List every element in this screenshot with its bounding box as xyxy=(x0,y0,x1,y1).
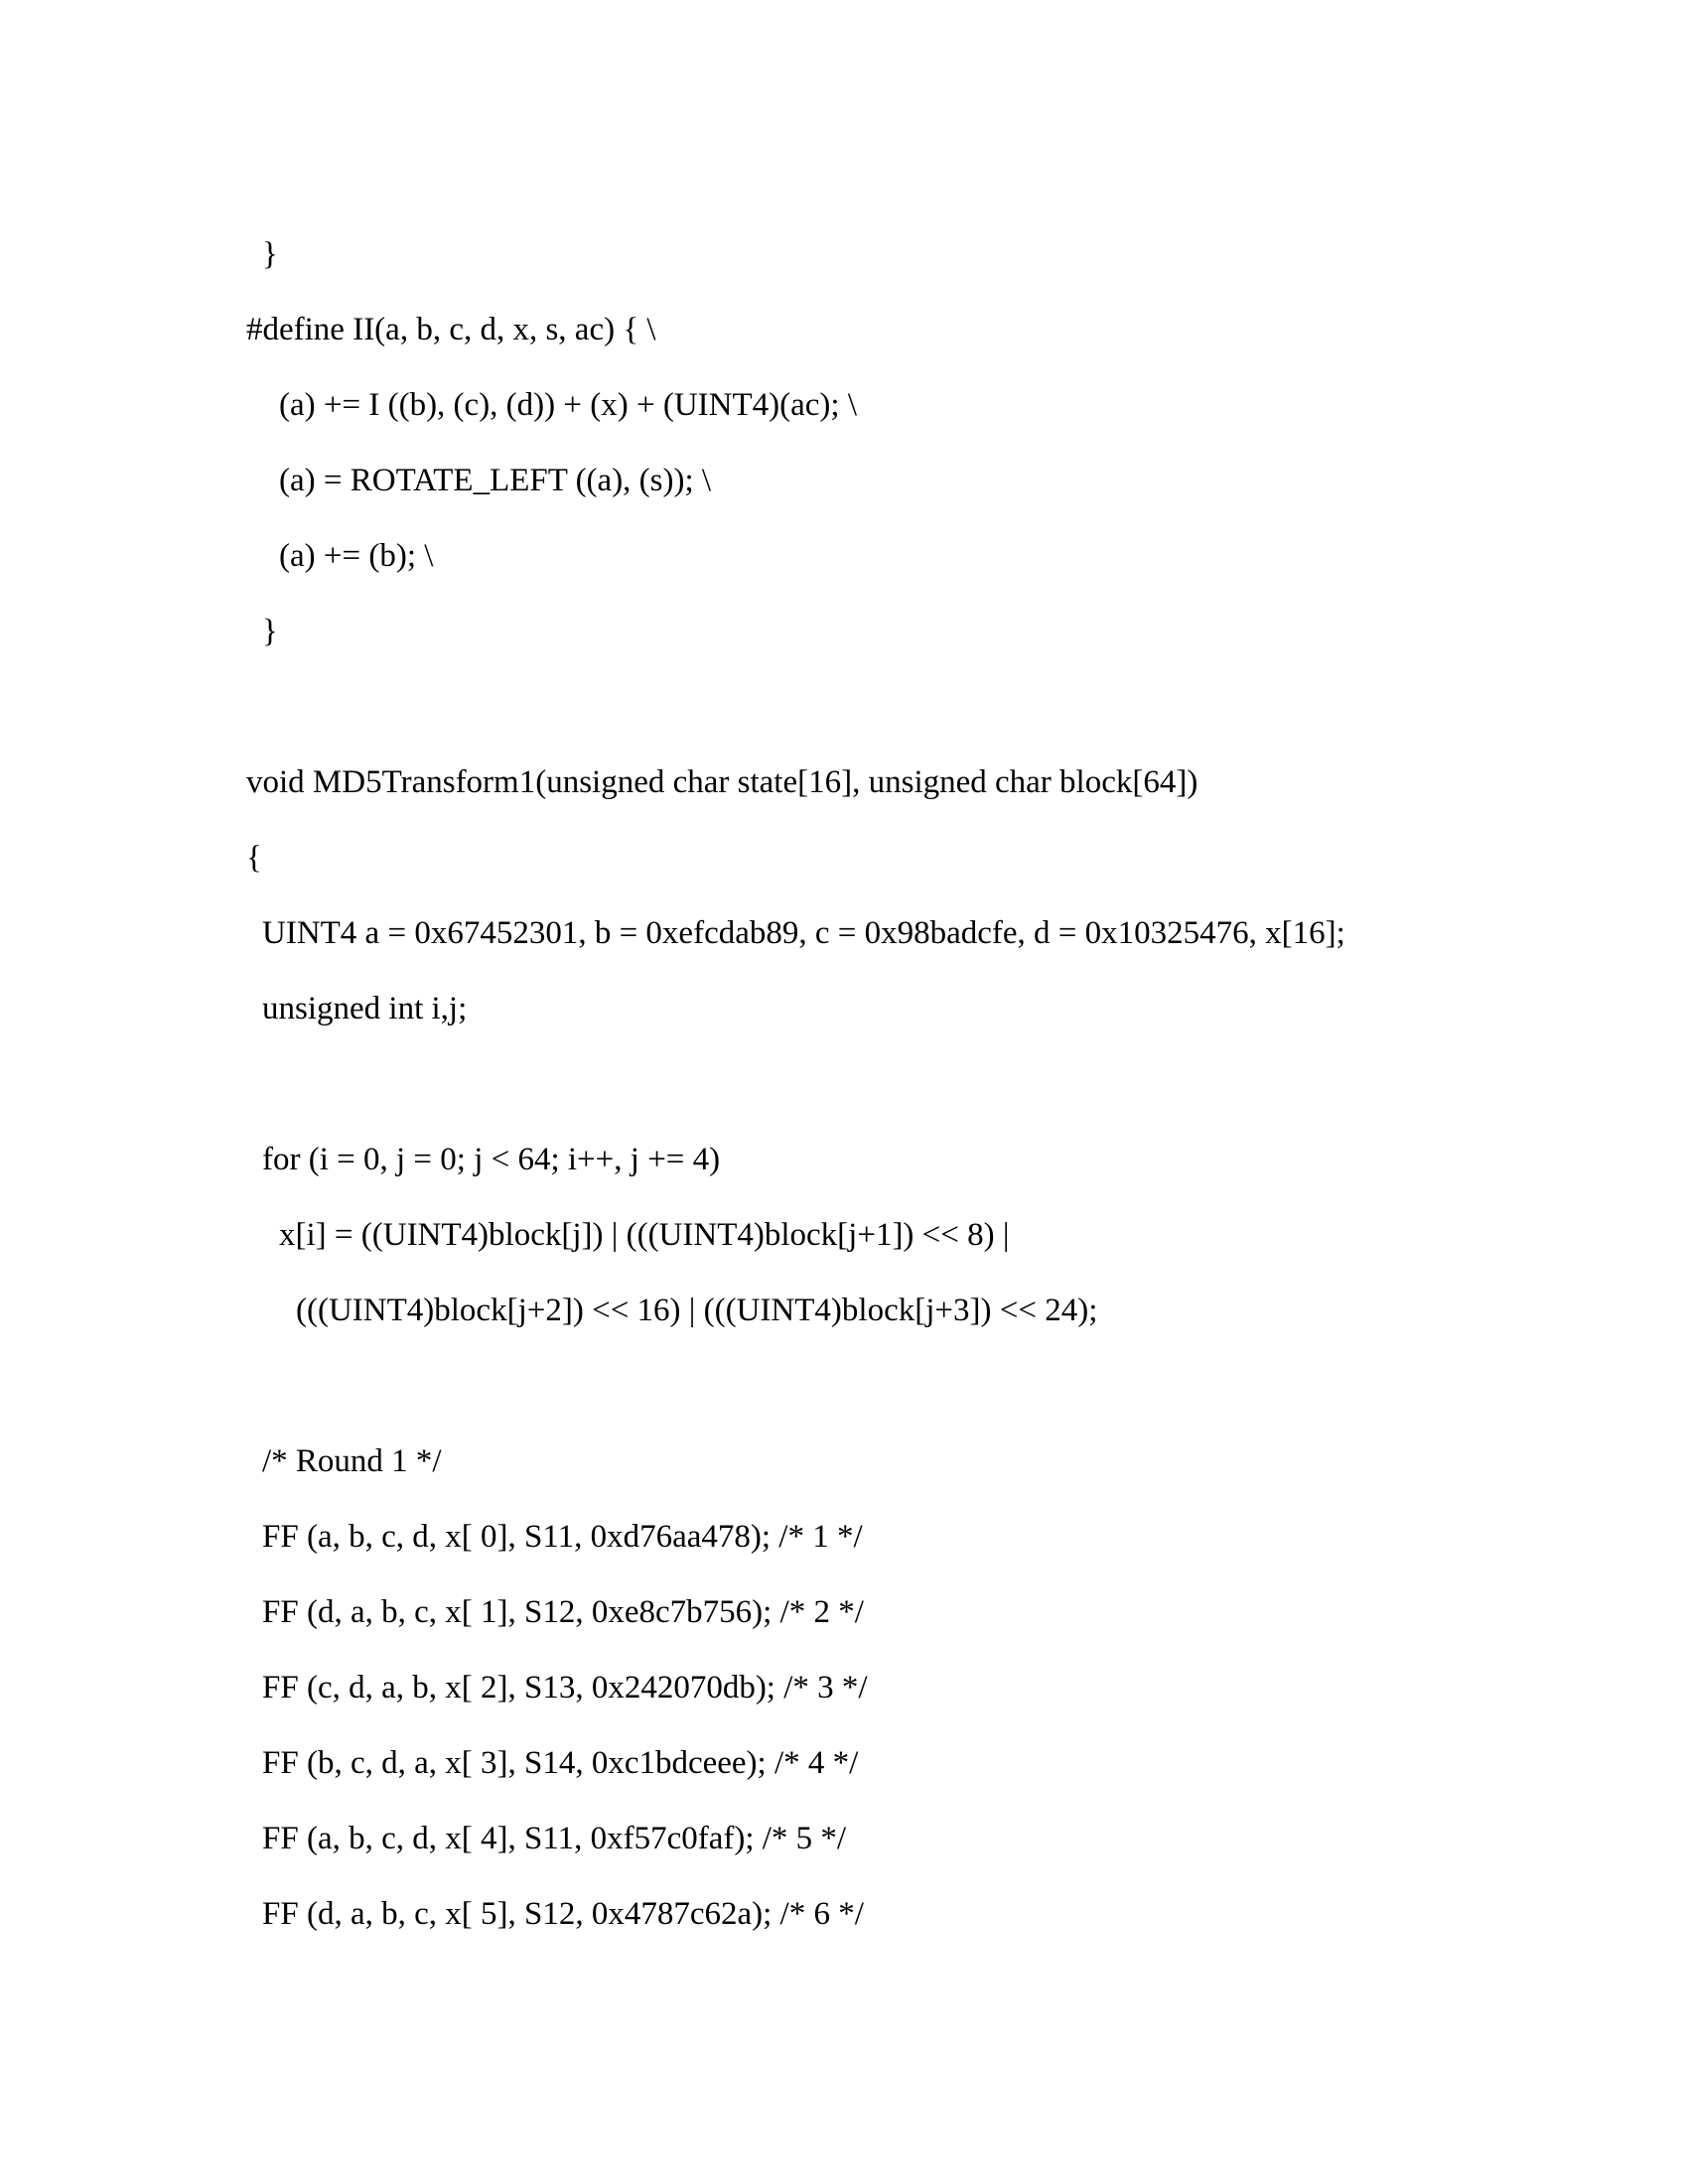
code-line: { xyxy=(246,840,262,876)
code-line: for (i = 0, j = 0; j < 64; i++, j += 4) xyxy=(262,1142,721,1177)
code-line: FF (a, b, c, d, x[ 4], S11, 0xf57c0faf); /* 5 */ xyxy=(262,1821,847,1856)
code-line: (a) += I ((b), (c), (d)) + (x) + (UINT4)(ac); \ xyxy=(279,387,857,423)
code-line: (a) = ROTATE_LEFT ((a), (s)); \ xyxy=(279,463,712,498)
code-line: (a) += (b); \ xyxy=(279,538,434,574)
code-line: #define II(a, b, c, d, x, s, ac) { \ xyxy=(246,312,656,347)
code-line: unsigned int i,j; xyxy=(262,991,468,1026)
code-line: FF (d, a, b, c, x[ 5], S12, 0x4787c62a); /* 6 */ xyxy=(262,1896,864,1932)
code-line: FF (b, c, d, a, x[ 3], S14, 0xc1bdceee); /* 4 */ xyxy=(262,1745,859,1781)
code-line: (((UINT4)block[j+2]) << 16) | (((UINT4)block[j+3]) << 24); xyxy=(296,1293,1098,1328)
code-line: } xyxy=(262,236,278,272)
code-line: /* Round 1 */ xyxy=(262,1443,442,1479)
code-line: FF (a, b, c, d, x[ 0], S11, 0xd76aa478); /* 1 */ xyxy=(262,1519,863,1555)
code-line: FF (d, a, b, c, x[ 1], S12, 0xe8c7b756); /* 2 */ xyxy=(262,1594,864,1630)
code-line: x[i] = ((UINT4)block[j]) | (((UINT4)block[j+1]) << 8) | xyxy=(279,1217,1010,1253)
code-line: void MD5Transform1(unsigned char state[16], unsigned char block[64]) xyxy=(246,764,1198,800)
code-line: } xyxy=(262,614,278,649)
code-line: UINT4 a = 0x67452301, b = 0xefcdab89, c = 0x98badcfe, d = 0x10325476, x[16]; xyxy=(262,915,1345,951)
code-line: FF (c, d, a, b, x[ 2], S13, 0x242070db); /* 3 */ xyxy=(262,1670,868,1706)
